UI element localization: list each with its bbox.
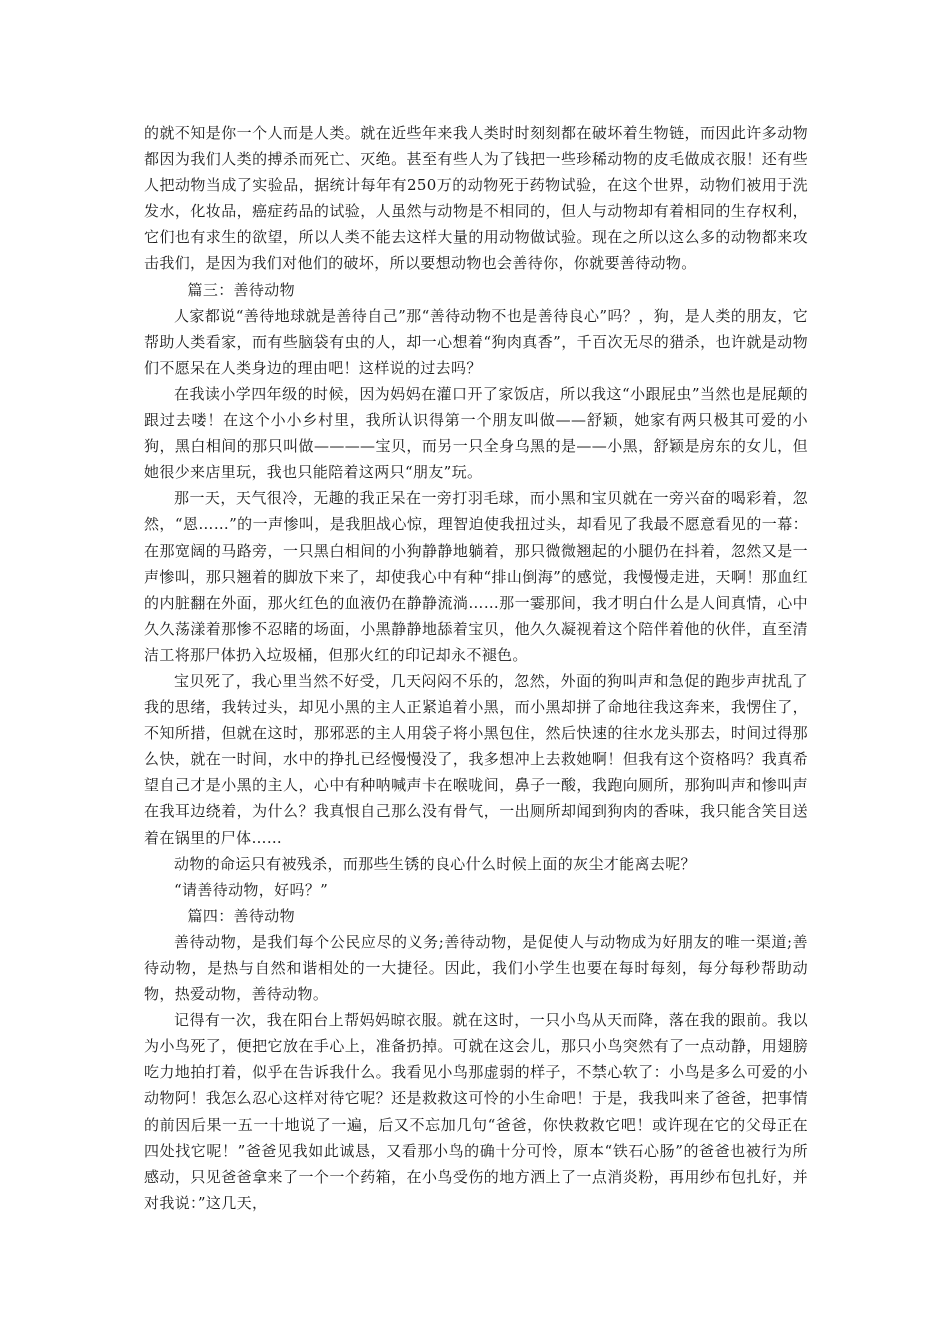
paragraph: 那一天，天气很冷，无趣的我正呆在一旁打羽毛球，而小黑和宝贝就在一旁兴奋的喝彩着，忽然，“恩……”的一声惨叫，是我胆战心惊，理智迫使我扭过头，却看见了我最不愿意看见的一幕：在那宽阔的马路旁，一只黑白相间的小狗静静地躺着，那只微微翘起的小腿仍在抖着，忽然又是一声惨叫，那只翘着的脚放下来了，却使我心中有种“排山倒海”的感觉，我慢慢走进，天啊！那血红的内脏翻在外面，那火红色的血液仍在静静流淌……那一霎那间，我才明白什么是人间真情，心中久久荡漾着那惨不忍睹的场面，小黑静静地舔着宝贝，他久久凝视着这个陪伴着他的伙伴，直至清洁工将那尸体扔入垃圾桶，但那火红的印记却永不褪色。 [144, 489, 808, 664]
paragraph: 记得有一次，我在阳台上帮妈妈晾衣服。就在这时，一只小鸟从天而降，落在我的跟前。我以为小鸟死了，便把它放在手心上，准备扔掉。可就在这会儿，那只小鸟突然有了一点动静，用翅膀吃力地拍打着，似乎在告诉我什么。我看见小鸟那虚弱的样子，不禁心软了：小鸟是多么可爱的小动物阿！我怎么忍心这样对待它呢？还是救救这可怜的小生命吧！于是，我我叫来了爸爸，把事情的前因后果一五一十地说了一遍，后又不忘加几句“爸爸，你快救救它吧！或许现在它的父母正在四处找它呢！”爸爸见我如此诚恳，又看那小鸟的确十分可怜，原本“铁石心肠”的爸爸也被行为所感动，只见爸爸拿来了一个一个药箱，在小鸟受伤的地方洒上了一点消炎粉，再用纱布包扎好，并对我说：”这几天， [144, 1011, 808, 1212]
section-heading-part-four: 篇四：善待动物 [187, 906, 295, 925]
paragraph: 在我读小学四年级的时候，因为妈妈在灌口开了家饭店，所以我这“小跟屁虫”当然也是屁颠的跟过去喽！在这个小小乡村里，我所认识得第一个朋友叫做——舒颖，她家有两只极其可爱的小狗，黑白相间的那只叫做————宝贝，而另一只全身乌黑的是——小黑，舒颖是房东的女儿，但她很少来店里玩，我也只能陪着这两只“朋友”玩。 [144, 384, 808, 482]
paragraph: 善待动物，是我们每个公民应尽的义务;善待动物，是促使人与动物成为好朋友的唯一渠道;善待动物，是热与自然和谐相处的一大捷径。因此，我们小学生也要在每时每刻，每分每秒帮助动物，热爱动物，善待动物。 [144, 932, 808, 1004]
section-heading-part-three: 篇三：善待动物 [187, 280, 295, 299]
paragraph-quote: “请善待动物，好吗？” [174, 880, 329, 899]
paragraph-intro-continuation: 的就不知是你一个人而是人类。就在近些年来我人类时时刻刻都在破坏着生物链，而因此许多动物都因为我们人类的搏杀而死亡、灭绝。甚至有些人为了钱把一些珍稀动物的皮毛做成衣服！还有些人把动物当成了实验品，据统计每年有250万的动物死于药物试验，在这个世界，动物们被用于洗发水，化妆品，癌症药品的试验，人虽然与动物是不相同的，但人与动物却有着相同的生存权利，它们也有求生的欲望，所以人类不能去这样大量的用动物做试验。现在之所以这么多的动物都来攻击我们，是因为我们对他们的破坏，所以要想动物也会善待你，你就要善待动物。 [144, 124, 808, 273]
document-page [144, 120, 808, 1216]
paragraph: 动物的命运只有被残杀，而那些生锈的良心什么时候上面的灰尘才能离去呢？ [174, 854, 696, 873]
paragraph: 宝贝死了，我心里当然不好受，几天闷闷不乐的，忽然，外面的狗叫声和急促的跑步声扰乱了我的思绪，我转过头，却见小黑的主人正紧追着小黑，而小黑却拼了命地往我这奔来，我愣住了，不知所措，但就在这时，那邪恶的主人用袋子将小黑包住，然后快速的往水龙头那去，时间过得那么快，就在一时间，水中的挣扎已经慢慢没了，我多想冲上去救她啊！但我有这个资格吗？我真希望自己才是小黑的主人，心中有种呐喊声卡在喉咙间，鼻子一酸，我跑向厕所，那狗叫声和惨叫声在我耳边绕着，为什么？我真恨自己那么没有骨气，一出厕所却闻到狗肉的香味，我只能含笑目送着在锅里的尸体…… [144, 671, 808, 847]
paragraph: 人家都说“善待地球就是善待自己”那“善待动物不也是善待良心”吗？，狗，是人类的朋友，它帮助人类看家，而有些脑袋有虫的人，却一心想着“狗肉真香”，千百次无尽的猎杀，也许就是动物们不愿呆在人类身边的理由吧！这样说的过去吗？ [144, 306, 808, 377]
